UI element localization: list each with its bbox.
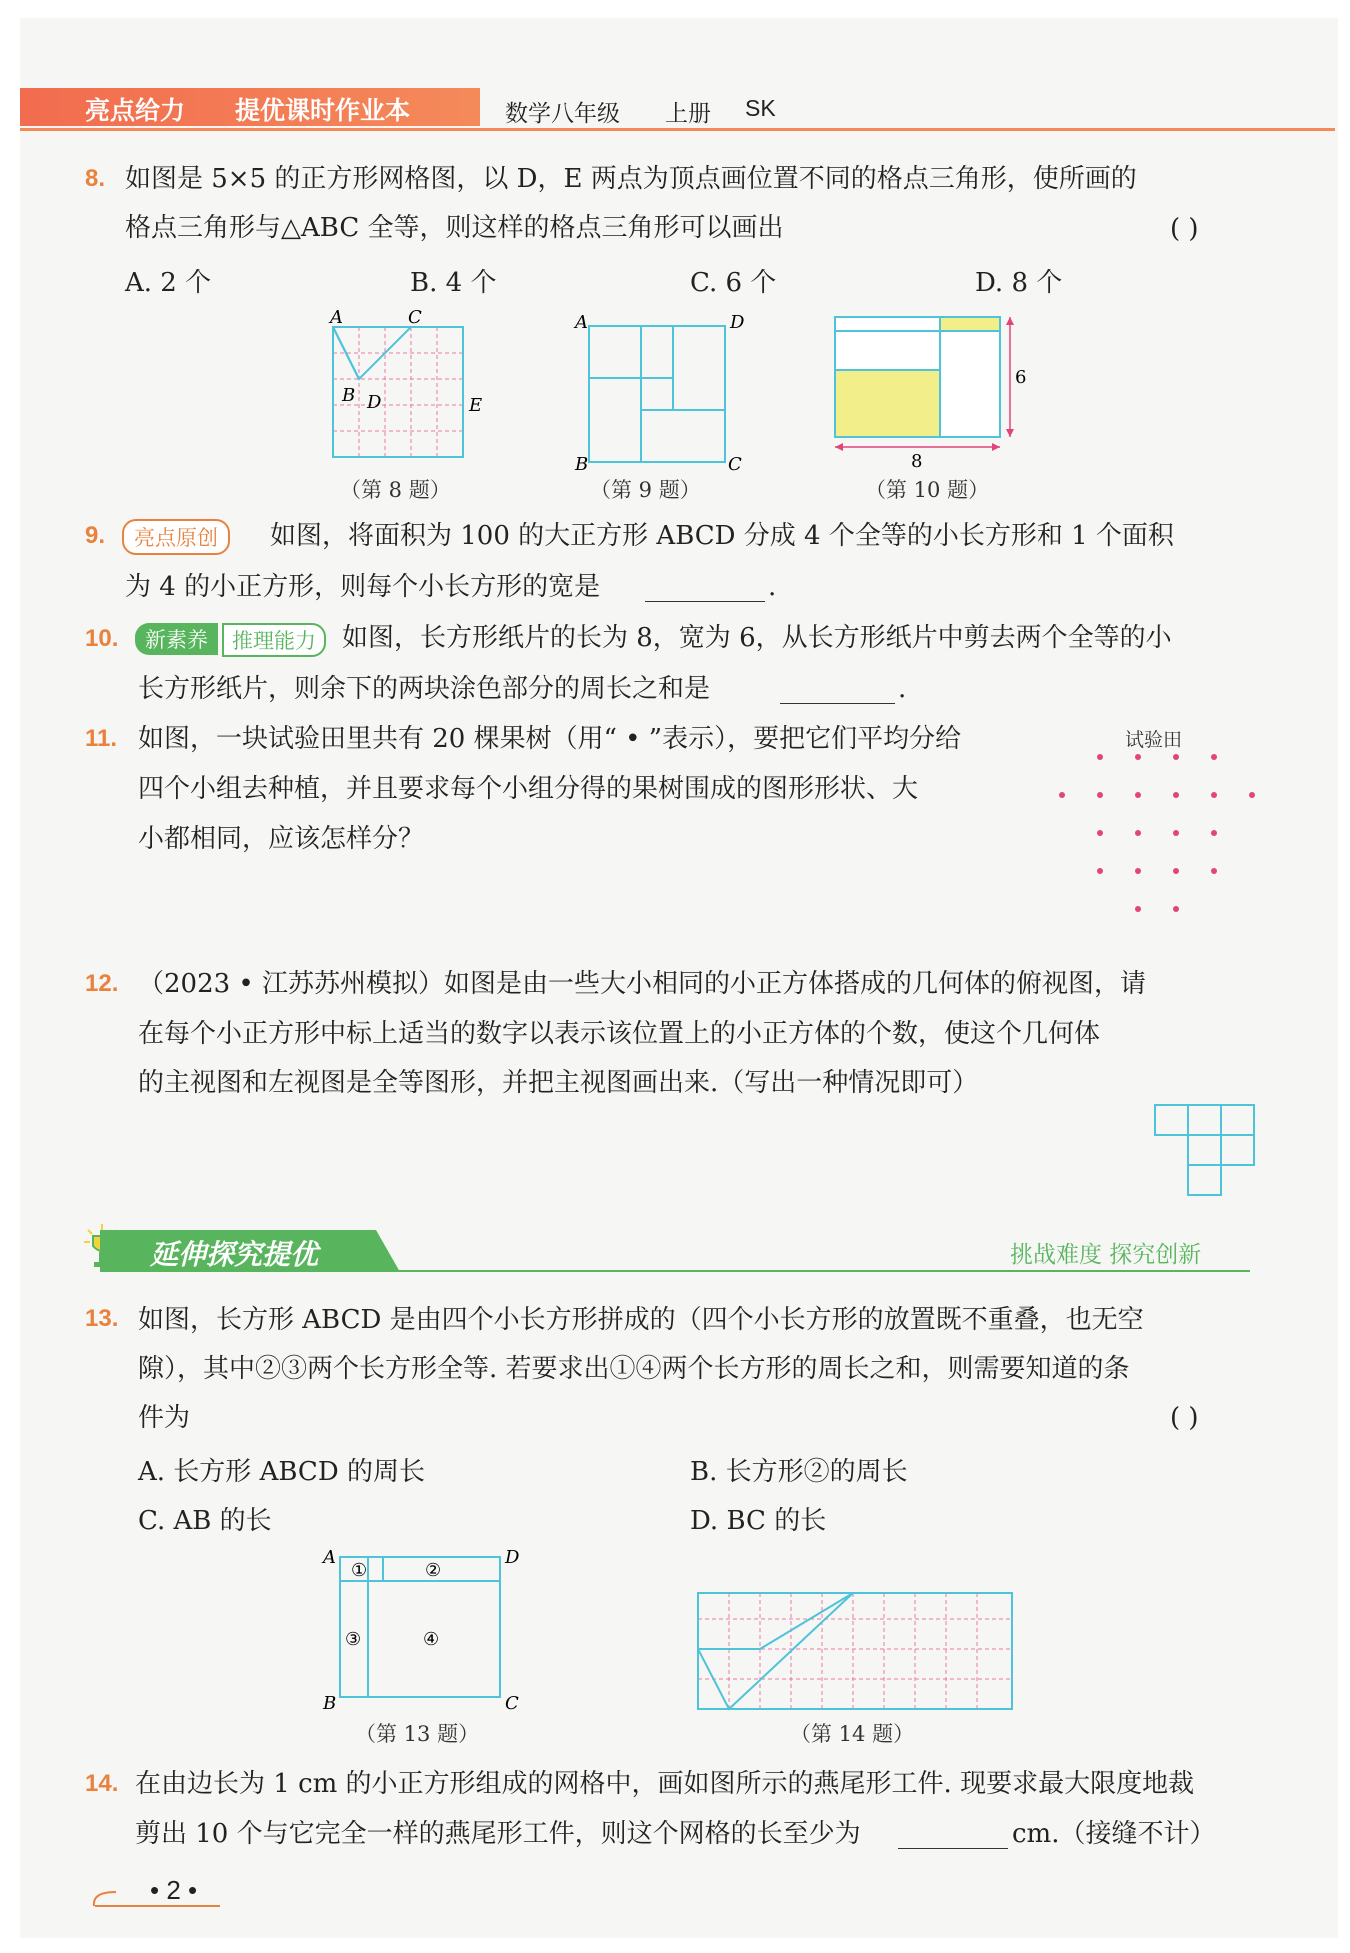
question-number: 12.: [85, 970, 119, 997]
question-text: 在每个小正方形中标上适当的数字以表示该位置上的小正方体的个数，使这个几何体: [138, 1019, 1101, 1049]
answer-blank[interactable]: [780, 677, 895, 704]
shaded-region: [835, 370, 940, 437]
question-text: 四个小组去种植，并且要求每个小组分得的果树围成的图形形状、大: [138, 774, 919, 804]
question-text: 如图，将面积为 100 的大正方形 ABCD 分成 4 个全等的小长方形和 1 个面积: [270, 521, 1174, 551]
question-text: 的主视图和左视图是全等图形，并把主视图画出来.（写出一种情况即可）: [138, 1068, 979, 1098]
question-text: （2023 • 江苏苏州模拟）如图是由一些大小相同的小正方体搭成的几何体的俯视图，请: [138, 969, 1147, 999]
option-d[interactable]: D. 8 个: [975, 268, 1063, 298]
caption-fig13: （第 13 题）: [355, 1722, 480, 1746]
option-c[interactable]: C. AB 的长: [138, 1506, 272, 1536]
question-text: 件为: [138, 1403, 191, 1433]
label-b: B: [575, 454, 589, 475]
question-number: 10.: [85, 625, 119, 652]
caption-fig8: （第 8 题）: [340, 478, 451, 502]
question-number: 8.: [85, 165, 106, 192]
label-c: C: [408, 307, 422, 328]
sentence-end: .: [768, 572, 777, 602]
header-book-title: 提优课时作业本: [235, 96, 411, 125]
rect-3-label: ③: [345, 1629, 362, 1650]
rect-4-label: ④: [423, 1629, 440, 1650]
label-a: A: [323, 1547, 336, 1568]
caption-fig10: （第 10 题）: [865, 478, 990, 502]
label-c: C: [728, 454, 742, 475]
section-subtitle: 挑战难度 探究创新: [1010, 1242, 1202, 1268]
option-a[interactable]: A. 长方形 ABCD 的周长: [138, 1457, 425, 1487]
header-brand: 亮点给力: [85, 96, 186, 125]
caption-fig14: （第 14 题）: [790, 1722, 915, 1746]
question-text: 如图，长方形 ABCD 是由四个小长方形拼成的（四个小长方形的放置既不重叠，也无空: [138, 1305, 1144, 1335]
question-text: 如图，长方形纸片的长为 8，宽为 6，从长方形纸片中剪去两个全等的小: [342, 623, 1172, 653]
question-number: 11.: [85, 725, 118, 752]
option-b[interactable]: B. 长方形②的周长: [690, 1457, 908, 1487]
shaded-region: [940, 317, 1000, 331]
label-e: E: [469, 395, 483, 416]
label-d: D: [367, 392, 382, 413]
header-subject: 数学八年级: [505, 101, 620, 127]
label-a: A: [330, 307, 343, 328]
label-d: D: [505, 1547, 520, 1568]
option-a[interactable]: A. 2 个: [125, 268, 212, 298]
question-text: 在由边长为 1 cm 的小正方形组成的网格中，画如图所示的燕尾形工件. 现要求最大限度地裁: [135, 1769, 1195, 1799]
figure-13-rectangles: [315, 1545, 525, 1715]
question-text: 隙），其中②③两个长方形全等. 若要求出①④两个长方形的周长之和，则需要知道的条: [138, 1354, 1130, 1384]
question-text: 剪出 10 个与它完全一样的燕尾形工件，则这个网格的长至少为: [135, 1819, 861, 1849]
option-c[interactable]: C. 6 个: [690, 268, 777, 298]
answer-paren[interactable]: ( ): [1170, 1403, 1199, 1433]
figure-9-square: [565, 310, 755, 475]
answer-blank[interactable]: [645, 575, 765, 602]
question-text: 为 4 的小正方形，则每个小长方形的宽是: [125, 572, 601, 602]
top-view-grid[interactable]: [1150, 1100, 1260, 1210]
literacy-badge: 新素养: [135, 623, 218, 655]
rect-1-label: ①: [351, 1560, 368, 1581]
question-number: 13.: [85, 1305, 119, 1332]
answer-blank[interactable]: [898, 1822, 1008, 1849]
question-text: 格点三角形与△ABC 全等，则这样的格点三角形可以画出: [125, 213, 784, 243]
question-text: 长方形纸片，则余下的两块涂色部分的周长之和是: [138, 674, 711, 704]
height-label: 6: [1015, 367, 1027, 388]
rect-2-label: ②: [425, 1560, 442, 1581]
header-volume: 上册: [665, 101, 711, 127]
figure-14-dovetail: [690, 1585, 1020, 1715]
option-d[interactable]: D. BC 的长: [690, 1506, 827, 1536]
label-c: C: [505, 1693, 519, 1714]
answer-paren[interactable]: ( ): [1170, 214, 1199, 244]
label-d: D: [730, 312, 745, 333]
width-label: 8: [911, 451, 923, 472]
question-text: 如图是 5×5 的正方形网格图，以 D，E 两点为顶点画位置不同的格点三角形，使所画的: [125, 164, 1137, 194]
label-b: B: [342, 385, 356, 406]
label-b: B: [323, 1693, 337, 1714]
header-rule: [20, 128, 1335, 131]
section-title: 延伸探究提优: [150, 1238, 319, 1271]
reasoning-badge: 推理能力: [222, 623, 326, 657]
question-text: 如图，一块试验田里共有 20 棵果树（用“ • ”表示），要把它们平均分给: [138, 724, 962, 754]
question-number: 9.: [85, 522, 106, 549]
page-number-rule: [95, 1905, 220, 1907]
caption-fig9: （第 9 题）: [590, 478, 701, 502]
orchard-dot-grid: [1045, 745, 1260, 920]
page-number: • 2 •: [150, 1875, 198, 1905]
header-edition: SK: [745, 95, 776, 121]
question-text: 小都相同，应该怎样分？: [138, 824, 425, 854]
sentence-end: .: [898, 674, 907, 704]
question-number: 14.: [85, 1770, 119, 1797]
option-b[interactable]: B. 4 个: [410, 268, 497, 298]
label-a: A: [575, 312, 588, 333]
original-badge: 亮点原创: [122, 519, 230, 555]
figure-10-rectangle: [825, 305, 1025, 470]
figure-8-grid: [320, 305, 483, 475]
field-label: 试验田: [1125, 729, 1183, 751]
sentence-end: cm.（接缝不计）: [1012, 1819, 1216, 1849]
